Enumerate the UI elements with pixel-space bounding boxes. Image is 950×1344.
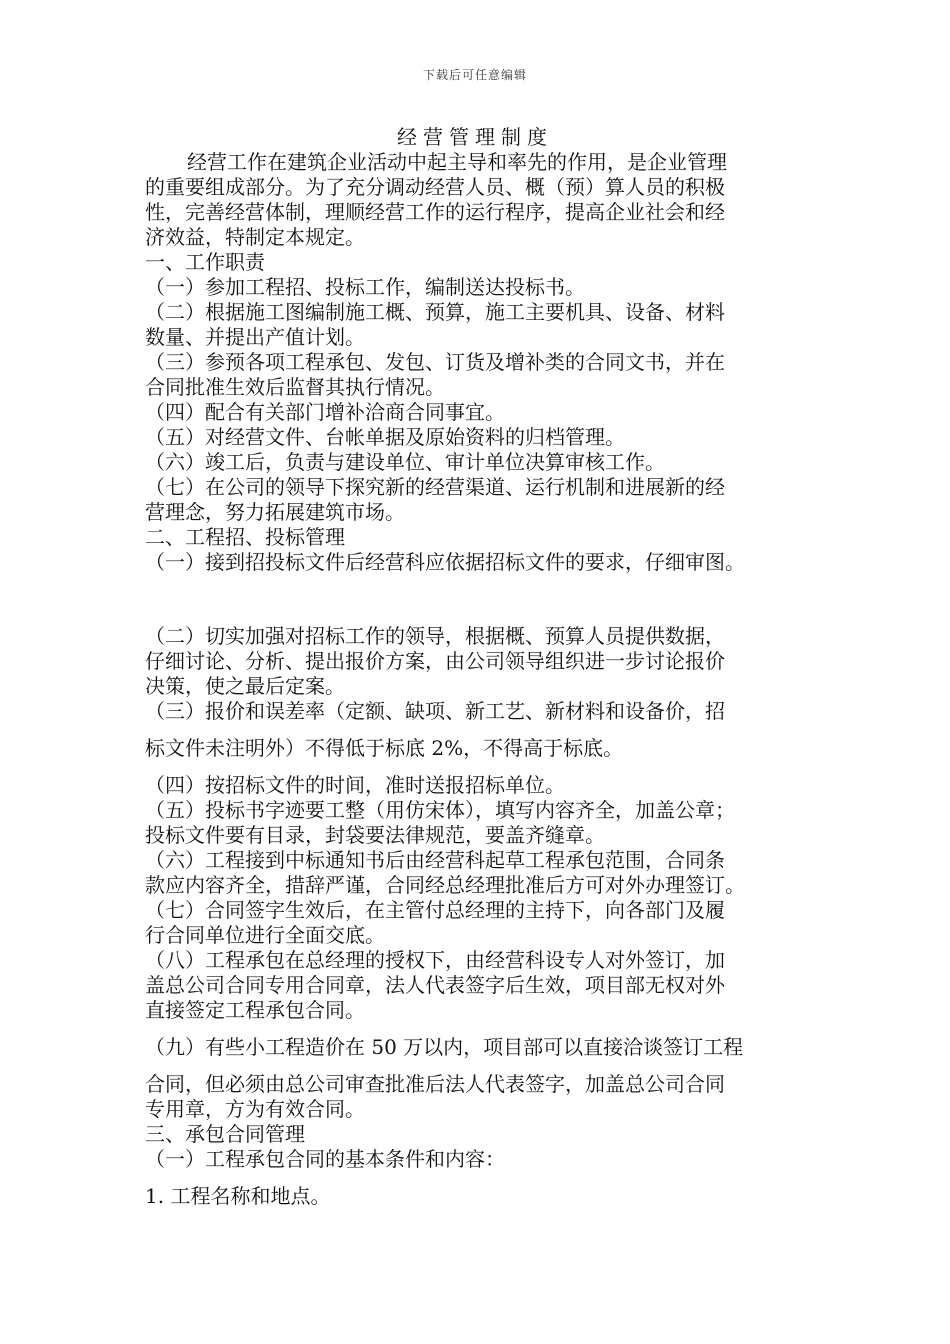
text-line: （六）工程接到中标通知书后由经营科起草工程承包范围，合同条: [145, 848, 725, 872]
text-line: 投标文件要有目录，封袋要法律规范，要盖齐缝章。: [145, 823, 605, 847]
page-header: 下载后可任意编辑: [422, 68, 527, 82]
text-line: 合同，但必须由总公司审查批准后法人代表签字，加盖总公司合同: [145, 1072, 725, 1096]
text-line: （二）根据施工图编制施工概、预算，施工主要机具、设备、材料: [145, 300, 725, 324]
text-line: 1. 工程名称和地点。: [145, 1184, 331, 1208]
text-line: （三）报价和误差率（定额、缺项、新工艺、新材料和设备价，招: [145, 699, 725, 723]
section-heading: 一、工作职责: [145, 250, 265, 274]
text-line: 济效益，特制定本规定。: [145, 225, 365, 249]
text-line: 专用章，方为有效合同。: [145, 1097, 365, 1121]
text-line: 决策，使之最后定案。: [145, 674, 345, 698]
text-line: 行合同单位进行全面交底。: [145, 923, 385, 947]
text-line: （一）参加工程招、投标工作，编制送达投标书。: [145, 275, 585, 299]
text-line: （三）参预各项工程承包、发包、订货及增补类的合同文书，并在: [145, 350, 725, 374]
text-line: （七）在公司的领导下探究新的经营渠道、运行机制和进展新的经: [145, 475, 725, 499]
text-line: （六）竣工后，负责与建设单位、审计单位决算审核工作。: [145, 450, 665, 474]
text-line: （五）投标书字迹要工整（用仿宋体），填写内容齐全，加盖公章；: [145, 798, 735, 822]
text-line: 盖总公司合同专用合同章，法人代表签字后生效，项目部无权对外: [145, 973, 725, 997]
text-line: （五）对经营文件、台帐单据及原始资料的归档管理。: [145, 425, 625, 449]
text-line: （七）合同签字生效后，在主管付总经理的主持下，向各部门及履: [145, 898, 725, 922]
text-line: 合同批准生效后监督其执行情况。: [145, 375, 445, 399]
text-line: 数量、并提出产值计划。: [145, 325, 365, 349]
text-line: 营理念，努力拓展建筑市场。: [145, 500, 405, 524]
section-heading: 二、工程招、投标管理: [145, 525, 345, 549]
text-line: 直接签定工程承包合同。: [145, 998, 365, 1022]
text-line: 性，完善经营体制，理顺经营工作的运行程序，提高企业社会和经: [145, 200, 725, 224]
section-heading: 三、承包合同管理: [145, 1122, 305, 1146]
text-line: 款应内容齐全，措辞严谨，合同经总经理批准后方可对外办理签订。: [145, 873, 745, 897]
text-line: （四）配合有关部门增补洽商合同事宜。: [145, 400, 505, 424]
text-line: 标文件未注明外）不得低于标底 2%，不得高于标底。: [145, 736, 624, 760]
text-line: 仔细讨论、分析、提出报价方案，由公司领导组织进一步讨论报价: [145, 649, 725, 673]
text-line: （八）工程承包在总经理的授权下，由经营科设专人对外签订，加: [145, 948, 725, 972]
text-line: （二）切实加强对招标工作的领导，根据概、预算人员提供数据，: [145, 624, 725, 648]
text-line: （九）有些小工程造价在 50 万以内，项目部可以直接洽谈签订工程: [145, 1035, 744, 1059]
text-line: （一）接到招投标文件后经营科应依据招标文件的要求，仔细审图。: [145, 550, 745, 574]
document-title: 经营管理制度: [397, 125, 553, 149]
text-line: 经营工作在建筑企业活动中起主导和率先的作用，是企业管理: [187, 150, 727, 174]
text-line: 的重要组成部分。为了充分调动经营人员、概（预）算人员的积极: [145, 175, 725, 199]
text-line: （一）工程承包合同的基本条件和内容：: [145, 1147, 505, 1171]
text-line: （四）按招标文件的时间，准时送报招标单位。: [145, 773, 565, 797]
